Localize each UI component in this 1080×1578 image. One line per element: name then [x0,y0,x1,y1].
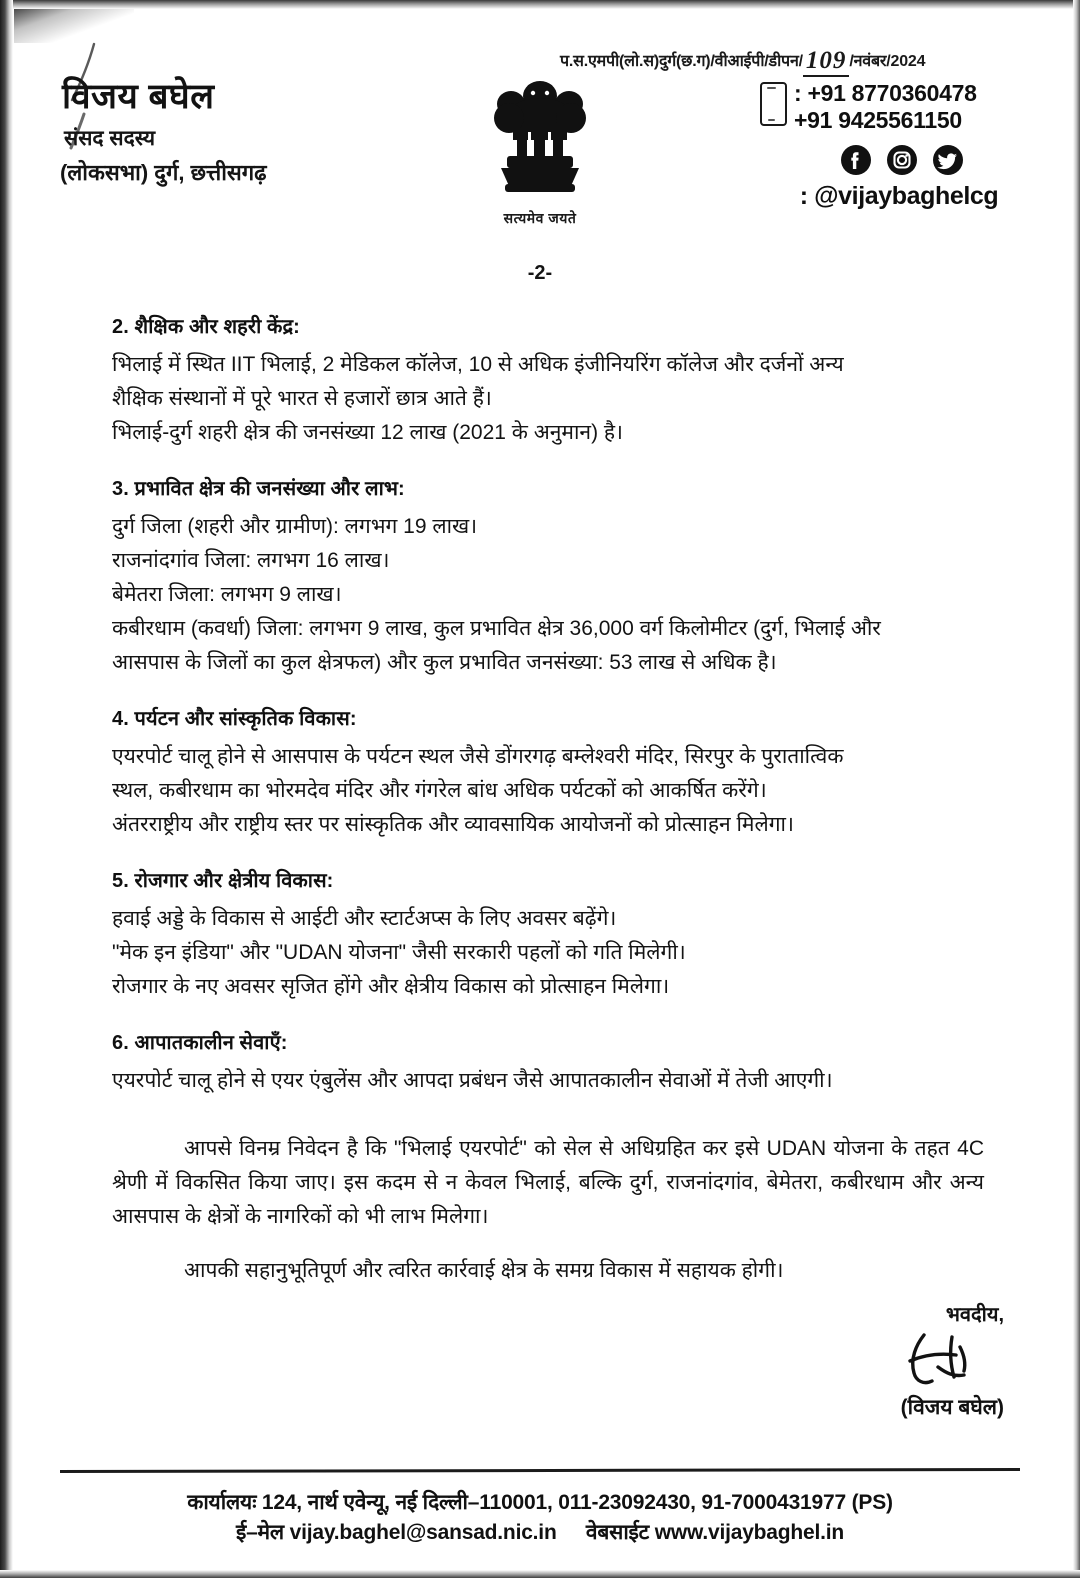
signatory-name: (विजय बघेल) [900,1396,1004,1419]
footer-contact-line [60,1518,1020,1548]
reference-prefix: प.स.एमपी(लो.स)दुर्ग(छ.ग)/वीआईपी/डीपन/ [560,53,803,70]
letter-body [112,312,984,1288]
scan-edge-left [0,0,13,1578]
section-5-line-3: रोजगार के नए अवसर सृजित होंगे और क्षेत्रीय विकास को प्रोत्साहन मिलेगा। [112,975,670,999]
section-4-line-1: एयरपोर्ट चालू होने से आसपास के पर्यटन स्थल जैसे डोंगरगढ़ बम्लेश्वरी मंदिर, सिरपुर के पुरातात्विक [112,745,844,769]
section-3-heading: 3. प्रभावित क्षेत्र की जनसंख्या और लाभ: [112,478,405,501]
section-6-heading: 6. आपातकालीन सेवाएँ: [112,1032,288,1055]
section-2-line-3: भिलाई-दुर्ग शहरी क्षेत्र की जनसंख्या 12 लाख (2021 के अनुमान) है। [112,421,624,445]
website-label: वेबसाईट [585,1521,650,1545]
email-value: vijay.baghel@sansad.nic.in [289,1521,557,1545]
twitter-icon[interactable] [932,144,964,176]
footer-divider [60,1468,1020,1473]
section-2-heading: 2. शैक्षिक और शहरी केंद्र: [112,316,300,338]
section-3-line-3: बेमेतरा जिला: लगभग 9 लाख। [112,583,342,607]
national-emblem-block [470,62,610,228]
final-paragraph: आपकी सहानुभूतिपूर्ण और त्वरित कार्रवाई क्षेत्र के समग्र विकास में सहायक होगी। [184,1259,784,1283]
request-paragraph: आपसे विनम्र निवेदन है कि "भिलाई एयरपोर्ट" को सेल से अधिग्रहित कर इसे UDAN योजना के तहत 4C श्रेणी में विकसित किया जाए। इस कदम से न केवल भिलाई, बल्कि दुर्ग, राजनांदगांव, बेमेतरा, कबीरधाम और अन्य आसपास के क्षेत्रों के नागरिकों को भी लाभ मिलेगा। [112,1137,984,1229]
section-6-line-1: एयरपोर्ट चालू होने से एयर एंबुलेंस और आपदा प्रबंधन जैसे आपातकालीन सेवाओं में तेजी आएगी। [112,1069,833,1093]
contact-block [760,80,1020,211]
page-marker: -2- [527,262,553,284]
scan-edge-right [1073,0,1080,1578]
mp-constituency: (लोकसभा) दुर्ग, छत्तीसगढ़ [60,160,267,185]
phone-secondary: +91 9425561150 [794,107,962,134]
valediction: भवदीय, [945,1304,1004,1326]
section-2-line-2: शैक्षिक संस्थानों में पूरे भारत से हजारों छात्र आते हैं। [112,387,492,411]
section-3-line-1: दुर्ग जिला (शहरी और ग्रामीण): लगभग 19 लाख। [112,515,478,539]
mp-name: विजय बघेल [62,77,215,116]
reference-number-handwritten: 109 [803,47,850,77]
email-label: ई–मेल [235,1521,284,1545]
national-emblem-icon [487,62,593,202]
section-3-line-2: राजनांदगांव जिला: लगभग 16 लाख। [112,549,390,573]
section-4-line-2: स्थल, कबीरधाम का भोरमदेव मंदिर और गंगरेल बांध अधिक पर्यटकों को आकर्षित करेंगे। [112,779,767,803]
mobile-phone-icon [760,82,787,126]
section-5-line-2: "मेक इन इंडिया" और "UDAN योजना" जैसी सरकारी पहलों को गति मिलेगी। [112,941,686,965]
signature-mark [744,1327,1004,1393]
section-3 [112,474,984,680]
website-value: www.vijaybaghel.in [654,1521,845,1545]
letter-footer [60,1469,1020,1548]
handwritten-signature-icon [894,1329,986,1391]
footer-address: कार्यालयः 124, नार्थ एवेन्यू, नई दिल्ली–110001, 011-23092430, 91-7000431977 (PS) [187,1491,893,1515]
signature-block [744,1300,1004,1421]
section-4-line-3: अंतरराष्ट्रीय और राष्ट्रीय स्तर पर सांस्कृतिक और व्यावसायिक आयोजनों को प्रोत्साहन मिलेगा। [112,813,794,837]
section-5 [112,866,984,1004]
section-5-heading: 5. रोजगार और क्षेत्रीय विकास: [112,870,334,893]
section-6 [112,1028,984,1098]
reference-suffix: /नवंबर/2024 [849,53,926,70]
scan-edge-top [0,0,1080,9]
section-4 [112,704,984,842]
phone-primary: : +91 8770360478 [794,80,977,106]
phone-row [760,80,1020,134]
phone-numbers [794,80,977,134]
section-3-line-5: आसपास के जिलों का कुल क्षेत्रफल) और कुल प्रभावित जनसंख्या: 53 लाख से अधिक है। [112,651,777,675]
social-icons-row [760,144,1020,176]
scan-corner-smudge [14,9,134,43]
emblem-motto: सत्यमेव जयते [503,210,577,226]
instagram-icon[interactable] [886,144,918,176]
social-handle: : @vijaybaghelcg [799,182,999,211]
letterhead [0,0,1080,300]
section-5-line-1: हवाई अड्डे के विकास से आईटी और स्टार्टअप्स के लिए अवसर बढ़ेंगे। [112,907,617,931]
scan-edge-bottom [0,1570,1080,1578]
facebook-icon[interactable] [840,144,872,176]
section-2 [112,312,984,450]
section-2-line-1: भिलाई में स्थित IIT भिलाई, 2 मेडिकल कॉलेज, 10 से अधिक इंजीनियरिंग कॉलेज और दर्जनों अन्य [112,353,844,376]
section-4-heading: 4. पर्यटन और सांस्कृतिक विकास: [112,708,357,731]
section-3-line-4: कबीरधाम (कवर्धा) जिला: लगभग 9 लाख, कुल प्रभावित क्षेत्र 36,000 वर्ग किलोमीटर (दुर्ग, भिलाई और [112,617,881,641]
reference-line [560,45,925,75]
mp-role: संसद सदस्य [64,127,156,150]
